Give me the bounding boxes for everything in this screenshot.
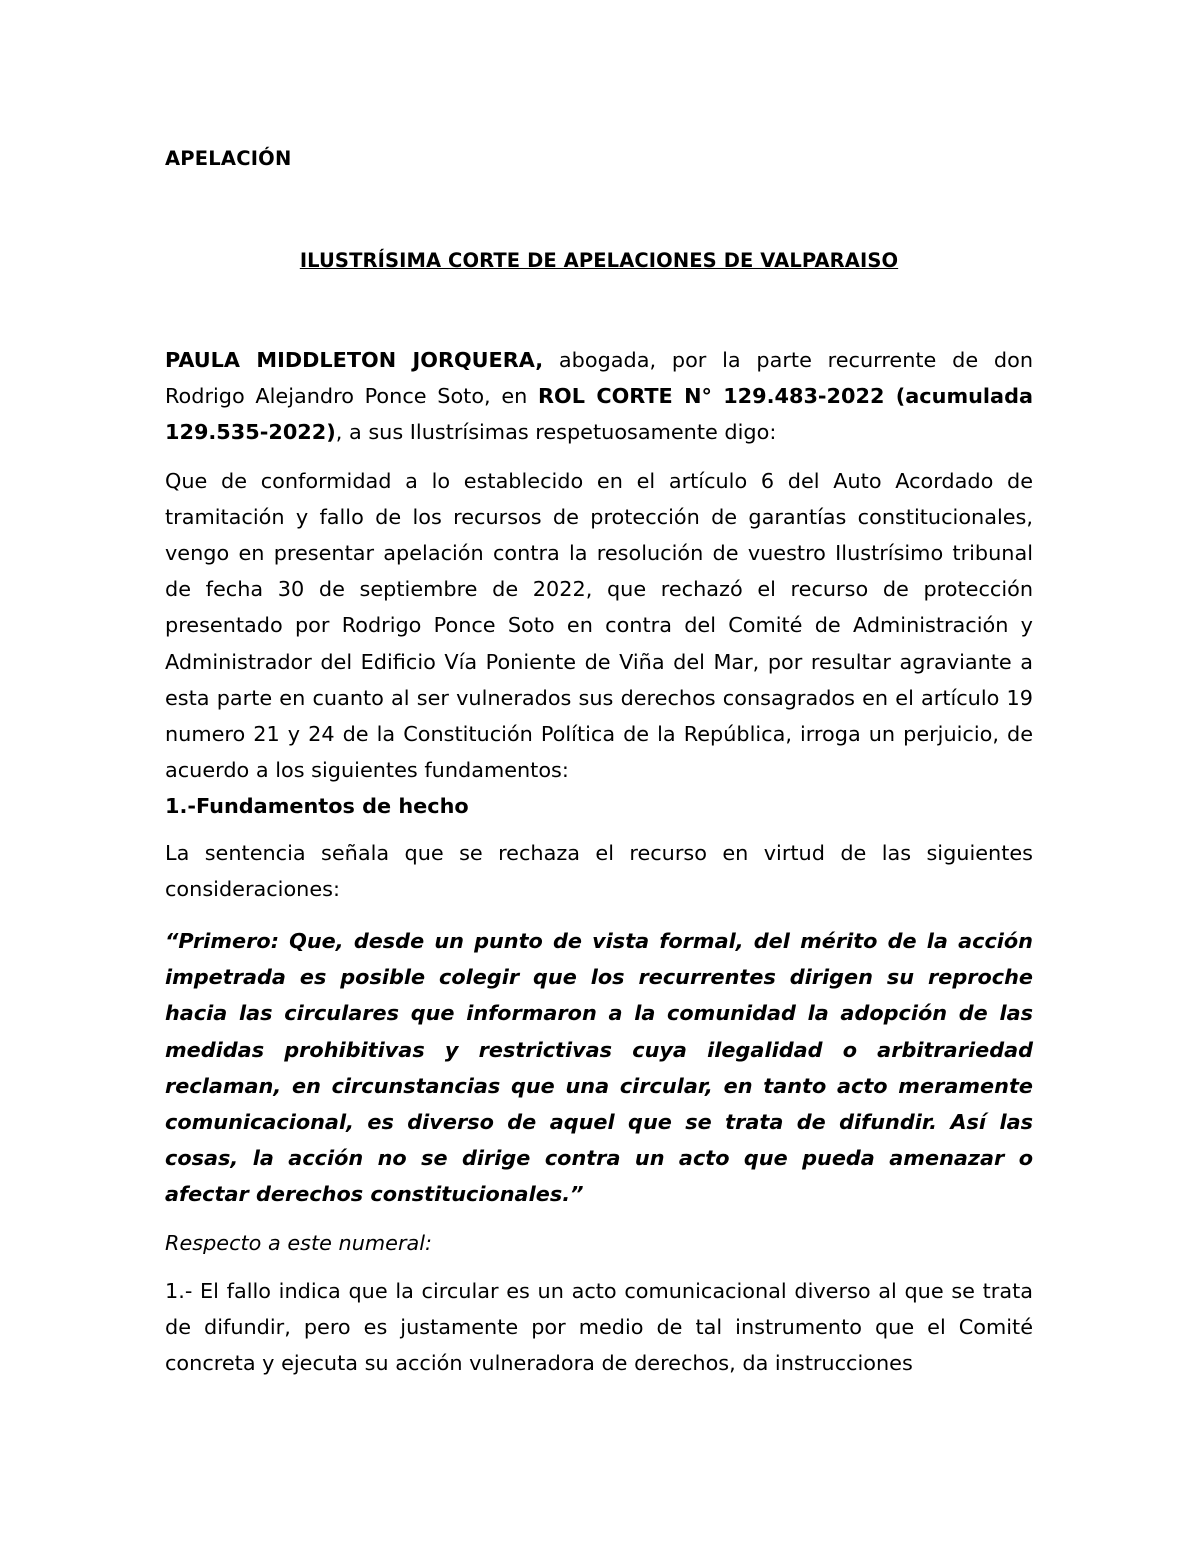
respecto-line: Respecto a este numeral:: [165, 1230, 433, 1255]
case-rol: ROL CORTE N° 129.483-2022 (acumulada 129.535-2022): [165, 384, 1034, 445]
intro-text-1: abogada, por la parte recurrente de don Rodrigo Alejandro Ponce Soto, en: [165, 348, 1034, 409]
document-title: APELACIÓN: [165, 147, 292, 170]
point-1-paragraph: 1.- El fallo indica que la circular es un acto comunicacional diverso al que se trata de difundir, pero es justamente por medio de tal instrumento que el Comité concreta y ejecuta su acción vulneradora de derechos, da instrucciones: [165, 1278, 1033, 1376]
court-heading: ILUSTRÍSIMA CORTE DE APELACIONES DE VALPARAISO: [299, 249, 899, 272]
intro-paragraph: [165, 342, 1033, 451]
section-title-fundamentos: 1.-Fundamentos de hecho: [165, 794, 469, 819]
quoted-ruling: “Primero: Que, desde un punto de vista formal, del mérito de la acción impetrada es posible colegir que los recurrentes dirigen su reproche hacia las circulares que informaron a la comunidad la adopción de las medidas prohibitivas y restrictivas cuya ilegalidad o arbitrariedad reclaman, en circunstancias que una circular, en tanto acto meramente comunicacional, es diverso de aquel que se trata de difundir. Así las cosas, la acción no se dirige contra un acto que pueda amenazar o afectar derechos constitucionales.”: [165, 929, 1033, 1207]
intro-text-2: , a sus Ilustrísimas respetuosamente digo:: [335, 420, 777, 445]
attorney-name: PAULA MIDDLETON JORQUERA,: [165, 348, 544, 372]
main-paragraph: Que de conformidad a lo establecido en el artículo 6 del Auto Acordado de tramitación y fallo de los recursos de protección de garantías constitucionales, vengo en presentar apelación contra la resolución de vuestro Ilustrísimo tribunal de fecha 30 de septiembre de 2022, que rechazó el recurso de protección presentado por Rodrigo Ponce Soto en contra del Comité de Administración y Administrador del Edificio Vía Poniente de Viña del Mar, por resultar agraviante a esta parte en cuanto al ser vulnerados sus derechos consagrados en el artículo 19 numero 21 y 24 de la Constitución Política de la República, irroga un perjuicio, de acuerdo a los siguientes fundamentos:: [165, 468, 1033, 783]
document-body: [165, 140, 1033, 1381]
sentence-intro-paragraph: La sentencia señala que se rechaza el recurso en virtud de las siguientes consideraciones:: [165, 840, 1033, 901]
